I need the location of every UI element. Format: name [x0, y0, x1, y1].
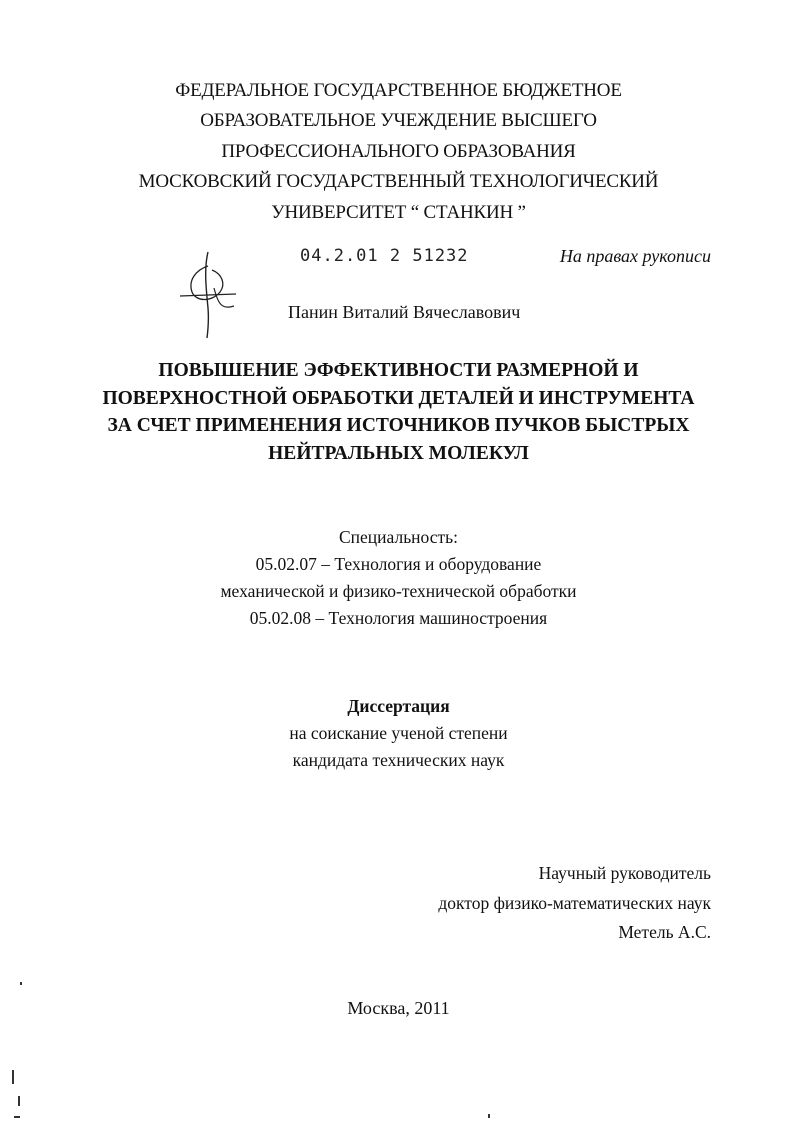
header-line: ПРОФЕССИОНАЛЬНОГО ОБРАЗОВАНИЯ: [221, 140, 576, 162]
title-line: НЕЙТРАЛЬНЫХ МОЛЕКУЛ: [268, 442, 529, 464]
title-line: ПОВЫШЕНИЕ ЭФФЕКТИВНОСТИ РАЗМЕРНОЙ И: [158, 360, 639, 381]
header-line: УНИВЕРСИТЕТ “ СТАНКИН ”: [271, 201, 526, 223]
dissertation-line: на соискание ученой степени: [289, 723, 508, 743]
scan-speck: [488, 1114, 490, 1118]
supervisor-line: Метель А.С.: [618, 922, 711, 942]
scan-speck: [20, 982, 22, 985]
handwritten-signature: [178, 248, 238, 340]
dissertation-line: кандидата технических наук: [292, 750, 505, 770]
supervisor-block: [438, 859, 711, 948]
supervisor-line: Научный руководитель: [538, 863, 711, 883]
title-line: ЗА СЧЕТ ПРИМЕНЕНИЯ ИСТОЧНИКОВ ПУЧКОВ БЫСТРЫХ: [107, 415, 690, 436]
specialty-line: механической и физико-технической обработки: [220, 581, 577, 601]
supervisor-line: доктор физико-математических наук: [438, 892, 711, 913]
header-line: ФЕДЕРАЛЬНОЕ ГОСУДАРСТВЕННОЕ БЮДЖЕТНОЕ: [175, 80, 622, 101]
city-year: Москва, 2011: [347, 998, 450, 1018]
dissertation-block: [0, 693, 797, 774]
dissertation-title: [0, 357, 797, 467]
specialty-line: 05.02.08 – Технология машиностроения: [249, 608, 548, 628]
specialty-line: 05.02.07 – Технология и оборудование: [255, 554, 542, 574]
scan-speck: [14, 1116, 20, 1118]
institution-header: [0, 76, 797, 228]
registration-stamp: 04.2.01 2 51232: [300, 246, 469, 266]
author-name: Панин Виталий Вячеславович: [288, 302, 521, 322]
rights-note: На правах рукописи: [559, 246, 711, 266]
scan-speck: [18, 1096, 20, 1106]
specialty-label: Специальность:: [339, 527, 458, 547]
title-line: ПОВЕРХНОСТНОЙ ОБРАБОТКИ ДЕТАЛЕЙ И ИНСТРУМЕНТА: [102, 387, 695, 409]
scan-speck: [12, 1070, 14, 1084]
header-line: МОСКОВСКИЙ ГОСУДАРСТВЕННЫЙ ТЕХНОЛОГИЧЕСКИЙ: [138, 171, 659, 193]
dissertation-label: Диссертация: [347, 696, 450, 716]
specialty-block: [0, 524, 797, 632]
header-line: ОБРАЗОВАТЕЛЬНОЕ УЧЕЖДЕНИЕ ВЫСШЕГО: [200, 110, 597, 132]
